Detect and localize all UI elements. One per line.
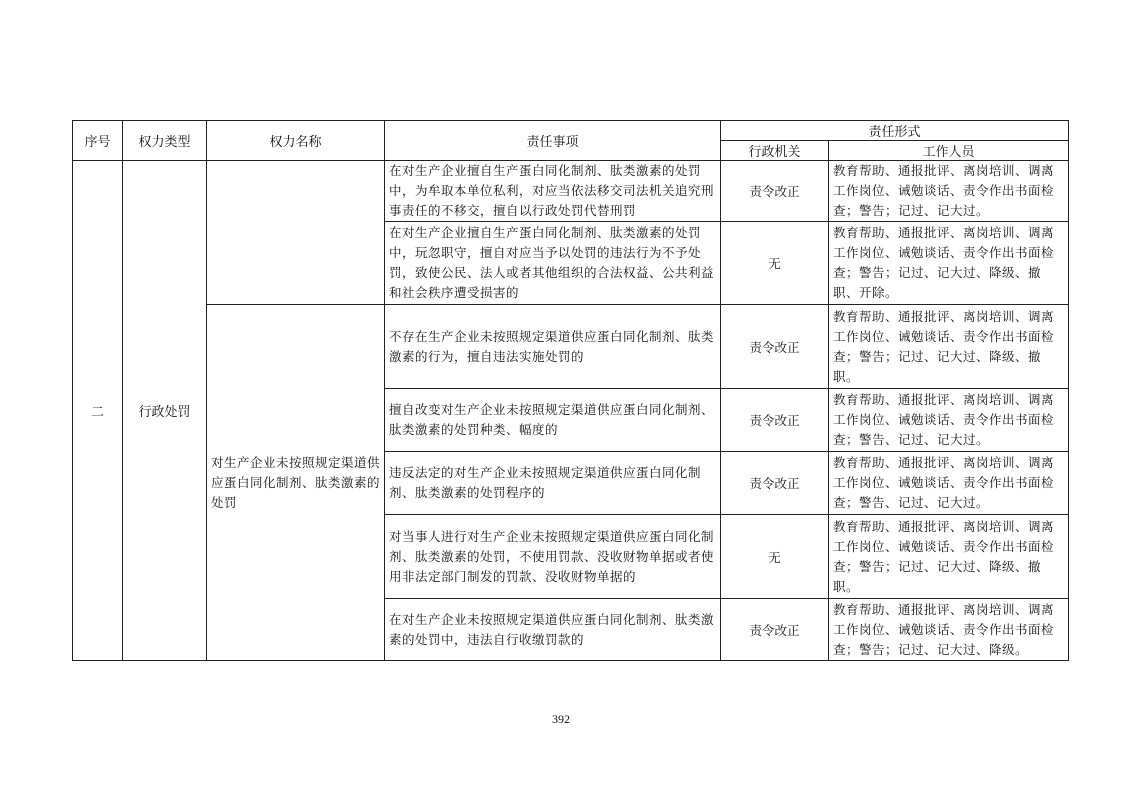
power-type-cell: 行政处罚: [123, 161, 207, 661]
admin-form-cell: 无: [721, 222, 829, 305]
responsibility-item: 在对生产企业擅自生产蛋白同化制剂、肽类激素的处罚中，玩忽职守，擅自对应当予以处罚的违法行为不予处罚，致使公民、法人或者其他组织的合法权益、公共利益和社会秩序遭受损害的: [385, 222, 721, 305]
staff-form-cell: 教育帮助、通报批评、离岗培训、调离工作岗位、诫勉谈话、责令作出书面检查；警告、记过、记大过。: [829, 389, 1069, 452]
power-name-cell-1: [207, 161, 385, 305]
header-power-type: 权力类型: [123, 121, 207, 161]
staff-form-cell: 教育帮助、通报批评、离岗培训、调离工作岗位、诫勉谈话、责令作出书面检查；警告；记过、记大过、降级、撤职。: [829, 305, 1069, 389]
staff-form-cell: 教育帮助、通报批评、离岗培训、调离工作岗位、诫勉谈话、责令作出书面检查；警告；记过、记大过、降级。: [829, 599, 1069, 661]
responsibility-table: [72, 120, 1069, 661]
table-row: [73, 161, 1069, 222]
header-admin-org: 行政机关: [721, 141, 829, 161]
responsibility-item: 在对生产企业擅自生产蛋白同化制剂、肽类激素的处罚中，为牟取本单位私利，对应当依法移交司法机关追究刑事责任的不移交，擅自以行政处罚代替刑罚: [385, 161, 721, 222]
power-name-cell-2: 对生产企业未按照规定渠道供应蛋白同化制剂、肽类激素的处罚: [207, 305, 385, 661]
staff-form-cell: 教育帮助、通报批评、离岗培训、调离工作岗位、诫勉谈话、责令作出书面检查；警告；记过、记大过、降级、撤职。: [829, 515, 1069, 599]
responsibility-item: 不存在生产企业未按照规定渠道供应蛋白同化制剂、肽类激素的行为，擅自违法实施处罚的: [385, 305, 721, 389]
admin-form-cell: 责令改正: [721, 305, 829, 389]
admin-form-cell: 责令改正: [721, 599, 829, 661]
responsibility-item: 对当事人进行对生产企业未按照规定渠道供应蛋白同化制剂、肽类激素的处罚，不使用罚款、没收财物单据或者使用非法定部门制发的罚款、没收财物单据的: [385, 515, 721, 599]
header-responsibility: 责任事项: [385, 121, 721, 161]
table-row: [73, 305, 1069, 389]
staff-form-cell: 教育帮助、通报批评、离岗培训、调离工作岗位、诫勉谈话、责令作出书面检查；警告；记过、记大过。: [829, 161, 1069, 222]
responsibility-item: 擅自改变对生产企业未按照规定渠道供应蛋白同化制剂、肽类激素的处罚种类、幅度的: [385, 389, 721, 452]
admin-form-cell: 责令改正: [721, 452, 829, 515]
header-staff: 工作人员: [829, 141, 1069, 161]
responsibility-item: 在对生产企业未按照规定渠道供应蛋白同化制剂、肽类激素的处罚中，违法自行收缴罚款的: [385, 599, 721, 661]
header-seq: 序号: [73, 121, 123, 161]
seq-cell: 二: [73, 161, 123, 661]
header-power-name: 权力名称: [207, 121, 385, 161]
header-form: 责任形式: [721, 121, 1069, 141]
admin-form-cell: 责令改正: [721, 161, 829, 222]
staff-form-cell: 教育帮助、通报批评、离岗培训、调离工作岗位、诫勉谈话、责令作出书面检查；警告；记过、记大过、降级、撤职、开除。: [829, 222, 1069, 305]
admin-form-cell: 无: [721, 515, 829, 599]
admin-form-cell: 责令改正: [721, 389, 829, 452]
page-number: 392: [552, 712, 570, 726]
responsibility-item: 违反法定的对生产企业未按照规定渠道供应蛋白同化制剂、肽类激素的处罚程序的: [385, 452, 721, 515]
staff-form-cell: 教育帮助、通报批评、离岗培训、调离工作岗位、诫勉谈话、责令作出书面检查；警告、记过、记大过。: [829, 452, 1069, 515]
